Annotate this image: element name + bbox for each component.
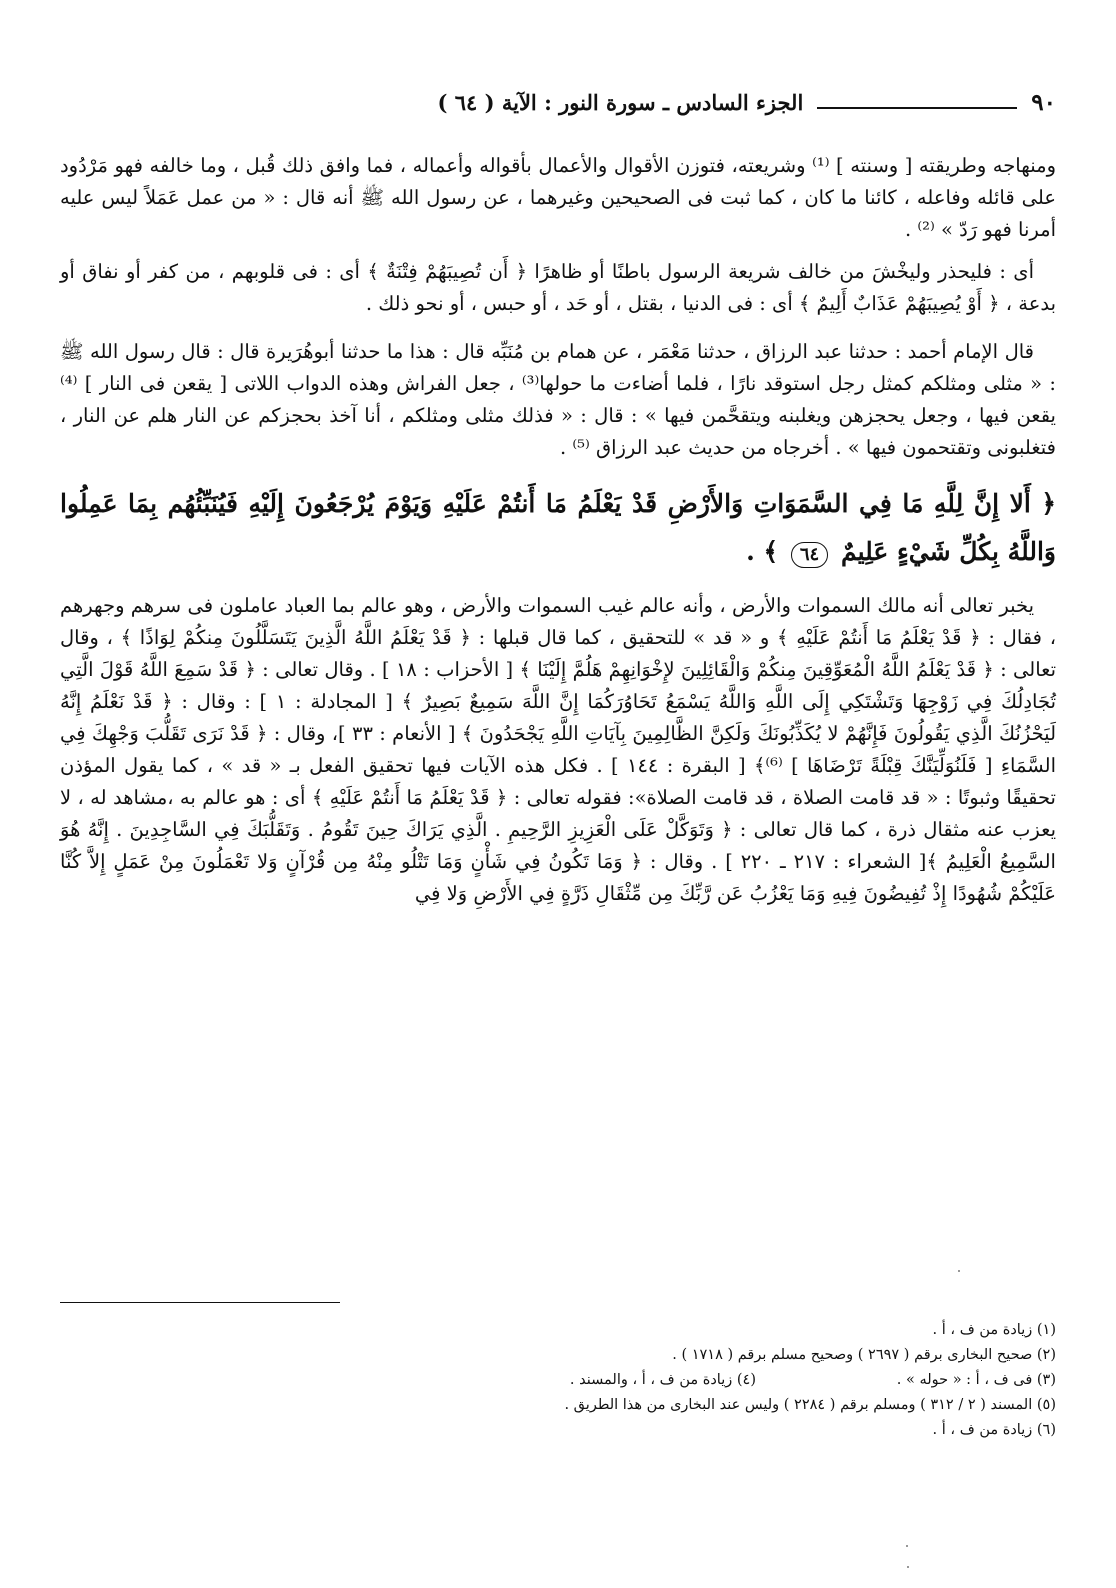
- main-text: [60, 150, 1056, 920]
- footnote-5: (٥) المسند ( ٢ / ٣١٢ ) ومسلم برقم ( ٢٢٨٤ ) وليس عند البخارى من هذا الطريق .: [564, 1397, 1056, 1413]
- page-number: ٩٠: [1031, 88, 1056, 116]
- scan-speck: [958, 1270, 960, 1272]
- scan-speck: [907, 1566, 909, 1568]
- header-rule: [817, 107, 1017, 109]
- footnote-row: [60, 1418, 1056, 1443]
- footnote-row: [60, 1343, 1056, 1368]
- verse-number-badge: ٦٤: [791, 542, 828, 568]
- paragraph-1: ومنهاجه وطريقته [ وسنته ] ⁽¹⁾ وشريعته، فتوزن الأقوال والأعمال بأقواله وأعماله ، فما وافق ذلك قُبل ، وما خالفه فهو مَرْدُود على قائله وفاعله ، كائنا ما كان ، كما ثبت فى الصحيحين وغيرهما ، عن رسول الله ﷺ أنه قال : « من عمل عَمَلاً ليس عليه أمرنا فهو رَدّ » ⁽²⁾ .: [60, 154, 1056, 241]
- header-title: الجزء السادس ـ سورة النور : الآية ( ٦٤ ): [437, 89, 804, 115]
- running-header: [60, 84, 1056, 120]
- footnote-row: [60, 1393, 1056, 1418]
- footnote-1: (١) زيادة من ف ، أ .: [932, 1322, 1056, 1338]
- quran-verse: [60, 480, 1056, 576]
- footnote-rule: [60, 1302, 340, 1303]
- footnote-row: [60, 1318, 1056, 1343]
- footnote-6: (٦) زيادة من ف ، أ .: [932, 1422, 1056, 1438]
- paragraph-4: يخبر تعالى أنه مالك السموات والأرض ، وأنه عالم غيب السموات والأرض ، وهو عالم بما العباد عاملون فى سرهم وجهرهم ، فقال : ﴿ قَدْ يَعْلَمُ مَا أَنتُمْ عَلَيْهِ ﴾ و « قد » للتحقيق ، كما قال قبلها : ﴿ قَدْ يَعْلَمُ اللَّهُ الَّذِينَ يَتَسَلَّلُونَ مِنكُمْ لِوَاذًا ﴾ ، وقال تعالى : ﴿ قَدْ يَعْلَمُ اللَّهُ الْمُعَوِّقِينَ مِنكُمْ وَالْقَائِلِينَ لإِخْوَانِهِمْ هَلُمَّ إِلَيْنَا ﴾ [ الأحزاب : ١٨ ] . وقال تعالى : ﴿ قَدْ سَمِعَ اللَّهُ قَوْلَ الَّتِي تُجَادِلُكَ فِي زَوْجِهَا وَتَشْتَكِي إِلَى اللَّهِ وَاللَّهُ يَسْمَعُ تَحَاوُرَكُمَا إِنَّ اللَّهَ سَمِيعٌ بَصِيرٌ ﴾ [ المجادلة : ١ ] : وقال : ﴿ قَدْ نَعْلَمُ إِنَّهُ لَيَحْزُنُكَ الَّذِي يَقُولُونَ فَإِنَّهُمْ لا يُكَذِّبُونَكَ وَلَكِنَّ الظَّالِمِينَ بِآيَاتِ اللَّهِ يَجْحَدُونَ ﴾ [ الأنعام : ٣٣ ]، وقال : ﴿ قَدْ نَرَى تَقَلُّبَ وَجْهِكَ فِي السَّمَاءِ [ فَلَنُوَلِّيَنَّكَ قِبْلَةً تَرْضَاهَا ] ⁽⁶⁾﴾ [ البقرة : ١٤٤ ] . فكل هذه الآيات فيها تحقيق الفعل بـ « قد » ، كما يقول المؤذن تحقيقًا وثبوتًا : « قد قامت الصلاة ، قد قامت الصلاة»: فقوله تعالى : ﴿ قَدْ يَعْلَمُ مَا أَنتُمْ عَلَيْهِ ﴾ أى : هو عالم به ،مشاهد له ، لا يعزب عنه مثقال ذرة ، كما قال تعالى : ﴿ وَتَوَكَّلْ عَلَى الْعَزِيزِ الرَّحِيمِ . الَّذِي يَرَاكَ حِينَ تَقُومُ . وَتَقَلُّبَكَ فِي السَّاجِدِينَ . إِنَّهُ هُوَ السَّمِيعُ الْعَلِيمُ ﴾[ الشعراء : ٢١٧ ـ ٢٢٠ ] . وقال : ﴿ وَمَا تَكُونُ فِي شَأْنٍ وَمَا تَتْلُو مِنْهُ مِن قُرْآنٍ وَلا تَعْمَلُونَ مِنْ عَمَلٍ إِلاَّ كُنَّا عَلَيْكُمْ شُهُودًا إِذْ تُفِيضُونَ فِيهِ وَمَا يَعْزُبُ عَن رَّبِّكَ مِن مِّثْقَالِ ذَرَّةٍ فِي الأَرْضِ وَلا فِي: [60, 594, 1057, 905]
- footnote-3: (٣) فى ف ، أ : « حوله » .: [896, 1372, 1056, 1388]
- scan-speck: [906, 1545, 908, 1547]
- paragraph-3: قال الإمام أحمد : حدثنا عبد الرزاق ، حدثنا مَعْمَر ، عن همام بن مُنَبِّه قال : هذا ما حدثنا أبوهُرَيرة قال : قال رسول الله ﷺ : « مثلى ومثلكم كمثل رجل استوقد نارًا ، فلما أضاءت ما حولها⁽³⁾ ، جعل الفراش وهذه الدواب اللاتى [ يقعن فى النار ] ⁽⁴⁾ يقعن فيها ، وجعل يحجزهن ويغلبنه ويتقحَّمن فيها » : قال : « فذلك مثلى ومثلكم ، أنا آخذ بحجزكم عن النار هلم عن النار ، فتغلبونى وتقتحمون فيها » . أخرجاه من حديث عبد الرزاق ⁽⁵⁾ .: [60, 340, 1056, 459]
- footnote-2: (٢) صحيح البخارى برقم ( ٢٦٩٧ ) وصحيح مسلم برقم ( ١٧١٨ ) .: [672, 1347, 1056, 1363]
- footnote-row: [60, 1368, 1056, 1393]
- footnotes: [60, 1318, 1056, 1443]
- footnote-4: (٤) زيادة من ف ، أ ، والمسند .: [569, 1372, 756, 1388]
- verse-text: ﴿ أَلا إِنَّ لِلَّهِ مَا فِي السَّمَوَاتِ وَالأَرْضِ قَدْ يَعْلَمُ مَا أَنتُمْ عَلَيْهِ وَيَوْمَ يُرْجَعُونَ إِلَيْهِ فَيُنَبِّئُهُم بِمَا عَمِلُوا وَاللَّهُ بِكُلِّ شَيْءٍ عَلِيمٌ: [60, 489, 1056, 566]
- verse-end: ﴾ .: [746, 537, 779, 566]
- paragraph-2: أى : فليحذر وليخْشَ من خالف شريعة الرسول باطنًا أو ظاهرًا ﴿ أَن تُصِيبَهُمْ فِتْنَةٌ ﴾ أى : فى قلوبهم ، من كفر أو نفاق أو بدعة ، ﴿ أَوْ يُصِيبَهُمْ عَذَابٌ أَلِيمٌ ﴾ أى : فى الدنيا ، بقتل ، أو حَد ، أو حبس ، أو نحو ذلك .: [60, 260, 1056, 315]
